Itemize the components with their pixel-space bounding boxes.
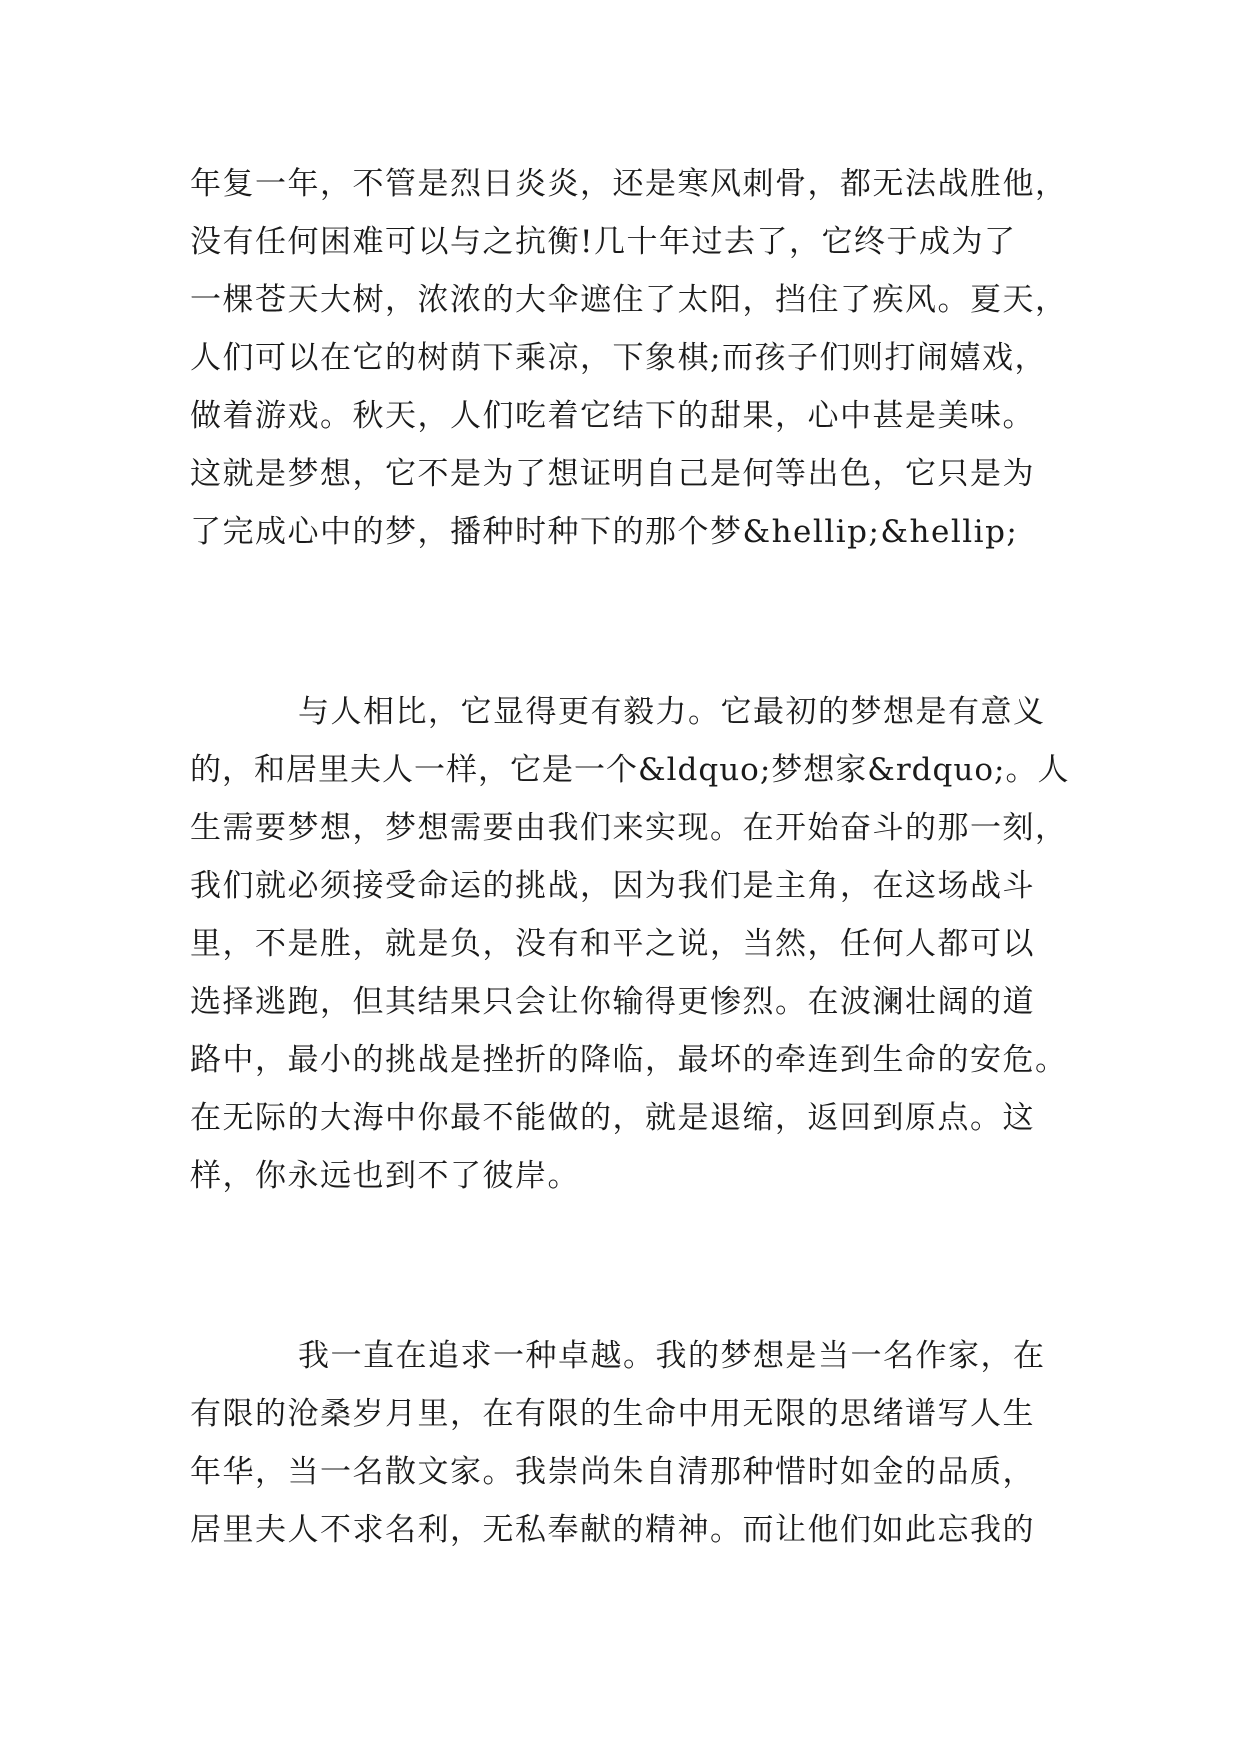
text-line: 有限的沧桑岁月里，在有限的生命中用无限的思绪谱写人生 — [190, 1396, 1035, 1432]
text-line-indented: 与人相比，它显得更有毅力。它最初的梦想是有意义 — [298, 694, 1046, 730]
text-line: 样，你永远也到不了彼岸。 — [190, 1158, 580, 1194]
text-line: 了完成心中的梦，播种时种下的那个梦&hellip;&hellip; — [190, 514, 1019, 550]
text-line: 没有任何困难可以与之抗衡!几十年过去了，它终于成为了 — [190, 224, 1017, 260]
text-line: 路中，最小的挑战是挫折的降临，最坏的牵连到生命的安危。 — [190, 1042, 1068, 1078]
paragraph-1 — [190, 155, 1070, 561]
text-line: 在无际的大海中你最不能做的，就是退缩，返回到原点。这 — [190, 1100, 1035, 1136]
paragraph-2 — [190, 683, 1070, 1205]
text-line: 做着游戏。秋天，人们吃着它结下的甜果，心中甚是美味。 — [190, 398, 1035, 434]
text-line: 我们就必须接受命运的挑战，因为我们是主角，在这场战斗 — [190, 868, 1035, 904]
text-line: 一棵苍天大树，浓浓的大伞遮住了太阳，挡住了疾风。夏天， — [190, 282, 1068, 318]
text-line: 年华，当一名散文家。我崇尚朱自清那种惜时如金的品质， — [190, 1454, 1035, 1490]
text-line: 这就是梦想，它不是为了想证明自己是何等出色，它只是为 — [190, 456, 1035, 492]
paragraph-3 — [190, 1327, 1070, 1559]
text-line: 人们可以在它的树荫下乘凉，下象棋;而孩子们则打闹嬉戏， — [190, 340, 1047, 376]
text-line: 居里夫人不求名利，无私奉献的精神。而让他们如此忘我的 — [190, 1512, 1035, 1548]
text-line: 里，不是胜，就是负，没有和平之说，当然，任何人都可以 — [190, 926, 1035, 962]
text-line: 年复一年，不管是烈日炎炎，还是寒风刺骨，都无法战胜他， — [190, 166, 1068, 202]
text-line-indented: 我一直在追求一种卓越。我的梦想是当一名作家，在 — [298, 1338, 1046, 1374]
text-line: 选择逃跑，但其结果只会让你输得更惨烈。在波澜壮阔的道 — [190, 984, 1035, 1020]
text-line: 的，和居里夫人一样，它是一个&ldquo;梦想家&rdquo;。人 — [190, 752, 1070, 788]
text-line: 生需要梦想，梦想需要由我们来实现。在开始奋斗的那一刻， — [190, 810, 1068, 846]
